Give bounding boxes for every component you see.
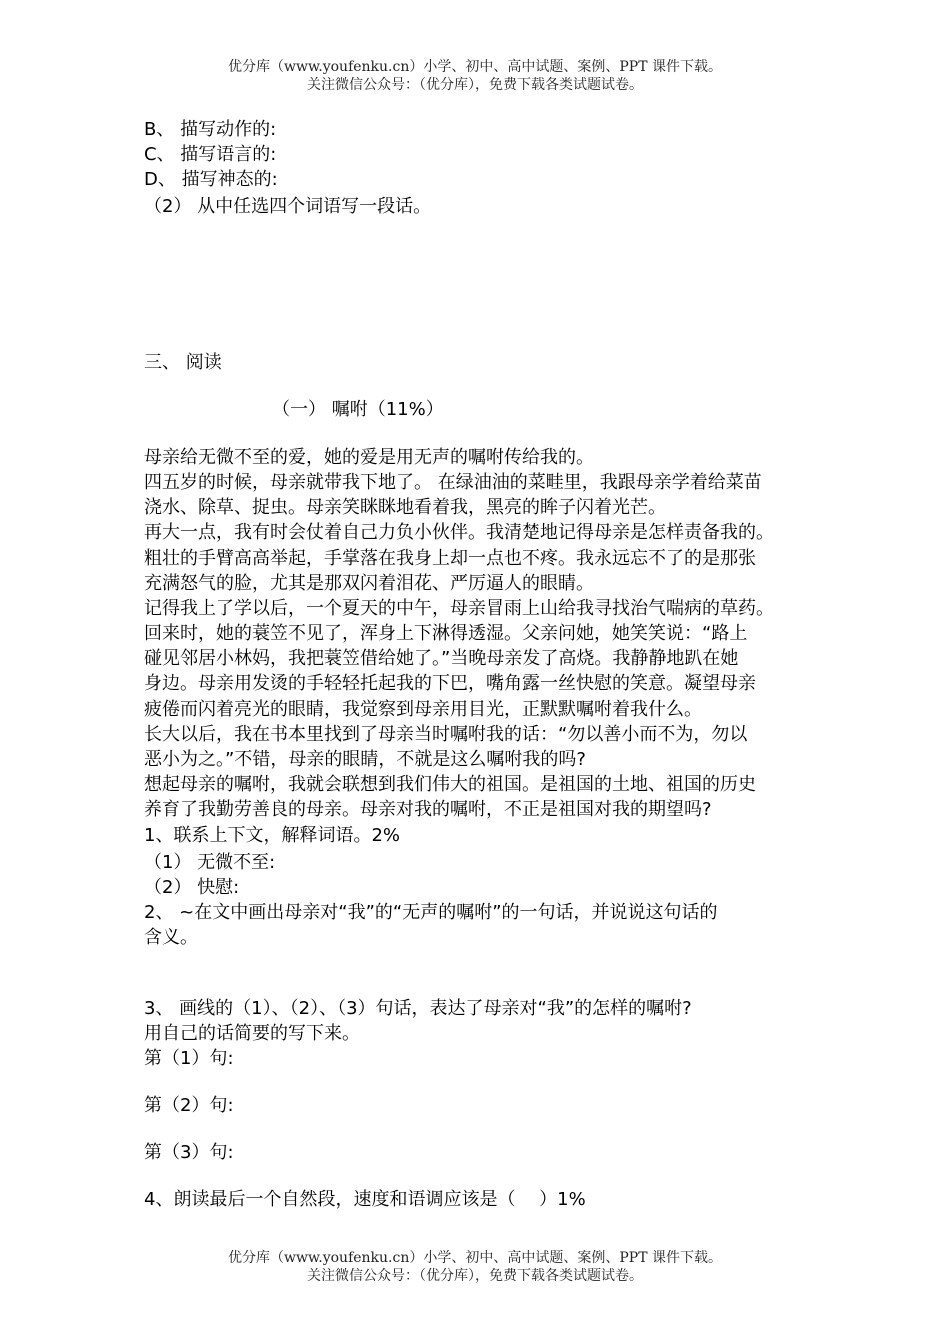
section-title-reading: 三、 阅读 bbox=[144, 352, 222, 373]
question-1: 1、联系上下文，解释词语。2% bbox=[144, 825, 401, 846]
header-line-1: 优分库（www.youfenku.cn）小学、初中、高中试题、案例、PPT 课件下载。 bbox=[227, 59, 722, 75]
passage-title: （一） 嘱咐（11%） bbox=[272, 399, 444, 420]
question-2-line-1: 2、 ~在文中画出母亲对“我”的“无声的嘱咐”的一句话，并说说这句话的 bbox=[144, 902, 718, 923]
passage-line: 回来时，她的蓑笠不见了，浑身上下淋得透湿。父亲问她，她笑笑说：“路上 bbox=[144, 623, 748, 644]
question-2-line-2: 含义。 bbox=[144, 927, 198, 948]
footer-line-1: 优分库（www.youfenku.cn）小学、初中、高中试题、案例、PPT 课件下载。 bbox=[227, 1250, 722, 1266]
question-1-item-2: （2） 快慰: bbox=[144, 877, 240, 898]
passage-line: 身边。母亲用发烫的手轻轻托起我的下巴，嘴角露一丝快慰的笑意。凝望母亲 bbox=[144, 673, 756, 694]
question-3-line-2: 用自己的话简要的写下来。 bbox=[144, 1023, 360, 1044]
passage-line: 母亲给无微不至的爱，她的爱是用无声的嘱咐传给我的。 bbox=[144, 447, 594, 468]
question-3-sentence-2: 第（2）句: bbox=[144, 1095, 234, 1116]
question-3-line-1: 3、 画线的（1）、（2）、（3）句话，表达了母亲对“我”的怎样的嘱咐? bbox=[144, 998, 692, 1019]
passage-line: 粗壮的手臂高高举起，手掌落在我身上却一点也不疼。我永远忘不了的是那张 bbox=[144, 548, 756, 569]
passage-line: 记得我上了学以后，一个夏天的中午，母亲冒雨上山给我寻找治气喘病的草药。 bbox=[144, 598, 774, 619]
passage-line: 充满怒气的脸，尤其是那双闪着泪花、严厉逼人的眼睛。 bbox=[144, 573, 594, 594]
option-d-expression-words: D、 描写神态的: bbox=[144, 169, 278, 190]
passage-line: 碰见邻居小林妈，我把蓑笠借给她了。”当晚母亲发了高烧。我静静地趴在她 bbox=[144, 648, 739, 669]
option-b-action-words: B、 描写动作的: bbox=[144, 119, 277, 140]
page-header bbox=[0, 58, 950, 94]
question-4: 4、朗读最后一个自然段，速度和语调应该是（ ）1% bbox=[144, 1189, 586, 1210]
question-3-sentence-1: 第（1）句: bbox=[144, 1048, 234, 1069]
footer-line-2: 关注微信公众号：（优分库），免费下载各类试题试卷。 bbox=[307, 1268, 643, 1284]
passage-line: 浇水、除草、捉虫。母亲笑眯眯地看着我，黑亮的眸子闪着光芒。 bbox=[144, 497, 666, 518]
paragraph-writing-prompt: （2） 从中任选四个词语写一段话。 bbox=[144, 196, 432, 217]
page-footer bbox=[0, 1249, 950, 1285]
option-c-language-words: C、 描写语言的: bbox=[144, 144, 277, 165]
question-3-sentence-3: 第（3）句: bbox=[144, 1142, 234, 1163]
header-line-2: 关注微信公众号：（优分库），免费下载各类试题试卷。 bbox=[307, 77, 643, 93]
passage-line: 恶小为之。”不错，母亲的眼睛，不就是这么嘱咐我的吗? bbox=[144, 749, 586, 770]
passage-line: 想起母亲的嘱咐，我就会联想到我们伟大的祖国。是祖国的土地、祖国的历史 bbox=[144, 774, 756, 795]
passage-line: 养育了我勤劳善良的母亲。母亲对我的嘱咐，不正是祖国对我的期望吗? bbox=[144, 799, 712, 820]
passage-line: 疲倦而闪着亮光的眼睛，我觉察到母亲用目光，正默默嘱咐着我什么。 bbox=[144, 699, 702, 720]
passage-line: 长大以后，我在书本里找到了母亲当时嘱咐我的话：“勿以善小而不为，勿以 bbox=[144, 724, 748, 745]
question-1-item-1: （1） 无微不至: bbox=[144, 852, 276, 873]
passage-line: 再大一点，我有时会仗着自己力负小伙伴。我清楚地记得母亲是怎样责备我的。 bbox=[144, 522, 774, 543]
passage-line: 四五岁的时候，母亲就带我下地了。 在绿油油的菜畦里，我跟母亲学着给菜苗 bbox=[144, 472, 762, 493]
